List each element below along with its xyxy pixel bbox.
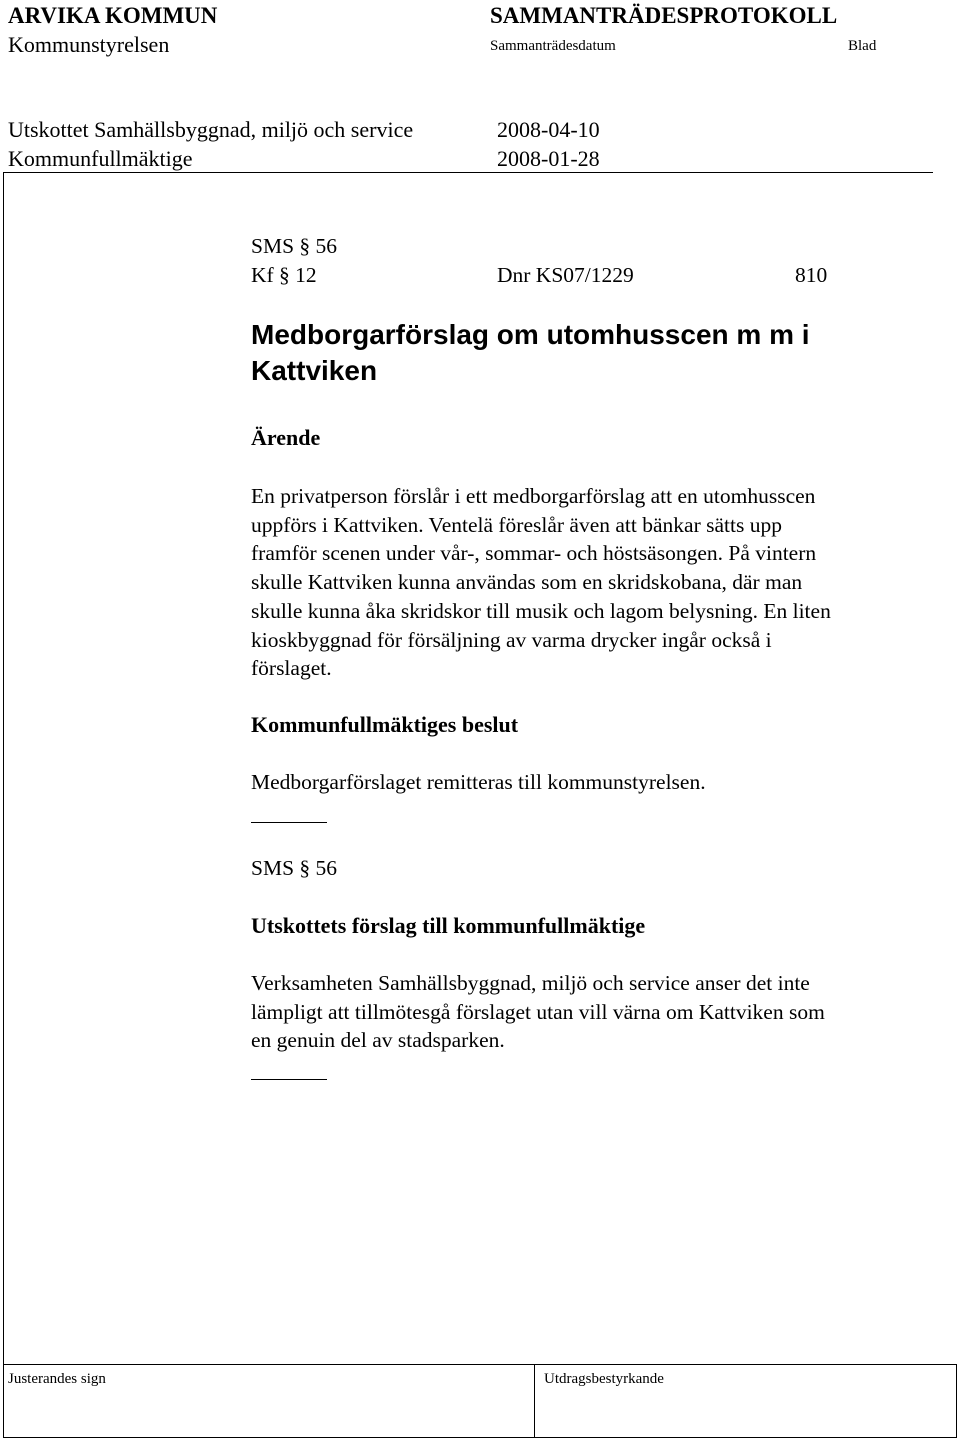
utskott-heading: Utskottets förslag till kommunfullmäktige: [251, 913, 646, 938]
arende-line: framför scenen under vår-, sommar- och höstsäsongen. På vintern: [251, 541, 817, 566]
utdragsbestyrkande-label: Utdragsbestyrkande: [544, 1371, 664, 1387]
org-name: ARVIKA KOMMUN: [8, 3, 218, 28]
title-line-2: Kattviken: [251, 355, 378, 386]
date-label: Sammanträdesdatum: [490, 38, 616, 54]
arende-text: [251, 482, 831, 683]
page-label: Blad: [848, 38, 877, 54]
kf-beslut-text: Medborgarförslaget remitteras till kommunstyrelsen.: [251, 770, 706, 794]
arende-line: förslaget.: [251, 656, 332, 681]
arende-line: skulle Kattviken kunna användas som en skridskobana, där man: [251, 570, 803, 595]
meeting-name-2: Kommunfullmäktige: [8, 146, 193, 171]
meeting-name-1: Utskottet Samhällsbyggnad, miljö och service: [8, 117, 414, 142]
arende-heading: Ärende: [251, 425, 321, 450]
left-margin-rule: [3, 172, 4, 1437]
kf-beslut-heading: Kommunfullmäktiges beslut: [251, 712, 519, 737]
footer-rule-bottom: [3, 1437, 957, 1438]
arende-line: kioskbyggnad för försäljning av varma drycker ingår också i: [251, 627, 772, 652]
sms-ref-2: SMS § 56: [251, 856, 338, 880]
arende-line: skulle kunna åka skridskor till musik och lagom belysning. En liten: [251, 598, 831, 623]
meeting-date-2: 2008-01-28: [497, 146, 600, 171]
section-separator: [251, 822, 327, 823]
dnr-ref: Dnr KS07/1229: [497, 263, 634, 287]
footer-rule-top: [3, 1364, 957, 1365]
footer-right-edge: [956, 1364, 957, 1438]
utskott-text: [251, 969, 825, 1055]
kf-ref: Kf § 12: [251, 263, 317, 287]
document-title: [251, 317, 810, 389]
header-rule: [3, 172, 933, 173]
utskott-line: lämpligt att tillmötesgå förslaget utan vill värna om Kattviken som: [251, 999, 825, 1024]
case-code: 810: [795, 263, 828, 287]
meeting-date-1: 2008-04-10: [497, 117, 600, 142]
sms-ref: SMS § 56: [251, 234, 338, 258]
justerandes-sign-label: Justerandes sign: [8, 1371, 106, 1387]
title-line-1: Medborgarförslag om utomhusscen m m i: [251, 319, 810, 350]
section-separator: [251, 1079, 327, 1080]
board-name: Kommunstyrelsen: [8, 32, 170, 57]
document-type: SAMMANTRÄDESPROTOKOLL: [490, 3, 838, 28]
arende-line: uppförs i Kattviken. Ventelä föreslår även att bänkar sätts upp: [251, 512, 782, 537]
utskott-line: en genuin del av stadsparken.: [251, 1028, 505, 1053]
utskott-line: Verksamheten Samhällsbyggnad, miljö och service anser det inte: [251, 971, 810, 995]
footer-divider: [534, 1364, 535, 1438]
arende-line: En privatperson förslår i ett medborgarförslag att en utomhusscen: [251, 484, 816, 508]
